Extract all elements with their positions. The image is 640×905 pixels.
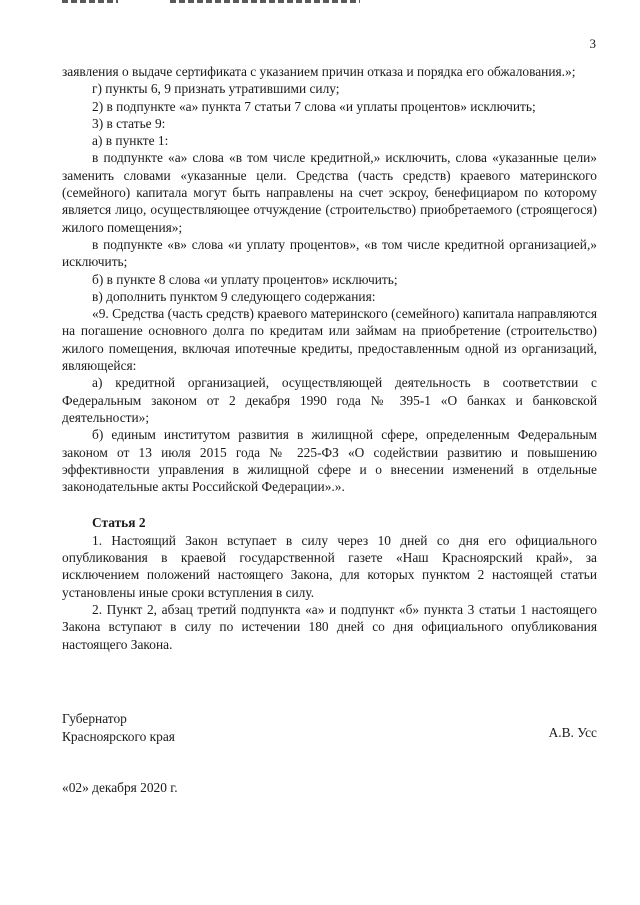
paragraph: в подпункте «в» слова «и уплату процентов», «в том числе кредитной организацией,» исключить;: [62, 236, 597, 270]
paragraph: заявления о выдаче сертификата с указанием причин отказа и порядка его обжалования.»;: [62, 64, 576, 79]
signatory-name: А.В. Усс: [548, 725, 597, 740]
scan-artifact: [170, 0, 360, 3]
paragraph: б) единым институтом развития в жилищной сфере, определенным Федеральным законом от 13 июля 2015 года № 225-ФЗ «О содействии развитию и повышению эффективности управления в жилищной сфере и о внесении изменений в отдельные законодательные акты Российской Федерации».».: [62, 427, 597, 495]
paragraph: а) в пункте 1:: [92, 133, 169, 149]
paragraph: г) пункты 6, 9 признать утратившими силу;: [92, 81, 340, 97]
paragraph: 2. Пункт 2, абзац третий подпункта «а» и подпункт «б» пункта 3 статьи 1 настоящего Закона вступают в силу по истечении 180 дней со дня официального опубликования настоящего Закона.: [62, 601, 597, 652]
signatory-title: Губернатор: [62, 711, 127, 726]
document-date: «02» декабря 2020 г.: [62, 780, 178, 795]
paragraph: 3) в статье 9:: [92, 115, 166, 131]
paragraph: «9. Средства (часть средств) краевого материнского (семейного) капитала направляются на погашение основного долга по кредитам или займам на приобретение (строительство) жилого помещения, включая ипотечные кредиты, предоставленным одной из организаций, являющейся:: [62, 306, 597, 374]
paragraph: в подпункте «а» слова «в том числе кредитной,» исключить, слова «указанные цели» заменить словами «указанные цели. Средства (часть средств) краевого материнского (семейного) капитала могут быть направлены на счет эскроу, бенефициаром по которому является лицо, осуществляющее отчуждение (строительство) приобретаемого (строящегося) жилого помещения»;: [62, 150, 597, 235]
article-heading: Статья 2: [92, 515, 146, 531]
page-number: 3: [589, 36, 596, 51]
paragraph: а) кредитной организацией, осуществляющей деятельность в соответствии с Федеральным законом от 2 декабря 1990 года № 395-1 «О банках и банковской деятельности»;: [62, 375, 597, 425]
paragraph: 2) в подпункте «а» пункта 7 статьи 7 слова «и уплаты процентов» исключить;: [92, 98, 536, 114]
paragraph: б) в пункте 8 слова «и уплату процентов» исключить;: [92, 271, 398, 287]
signature-block: [62, 710, 597, 746]
signatory-region: Красноярского края: [62, 729, 175, 744]
paragraph: в) дополнить пунктом 9 следующего содержания:: [92, 288, 376, 304]
document-body: [62, 63, 597, 653]
paragraph: 1. Настоящий Закон вступает в силу через 10 дней со дня его официального опубликования в краевой государственной газете «Наш Красноярский край», за исключением положений настоящего Закона, для которых пунктом 2 настоящей статьи установлены иные сроки вступления в силу.: [62, 532, 597, 600]
scan-artifact: [62, 0, 118, 3]
